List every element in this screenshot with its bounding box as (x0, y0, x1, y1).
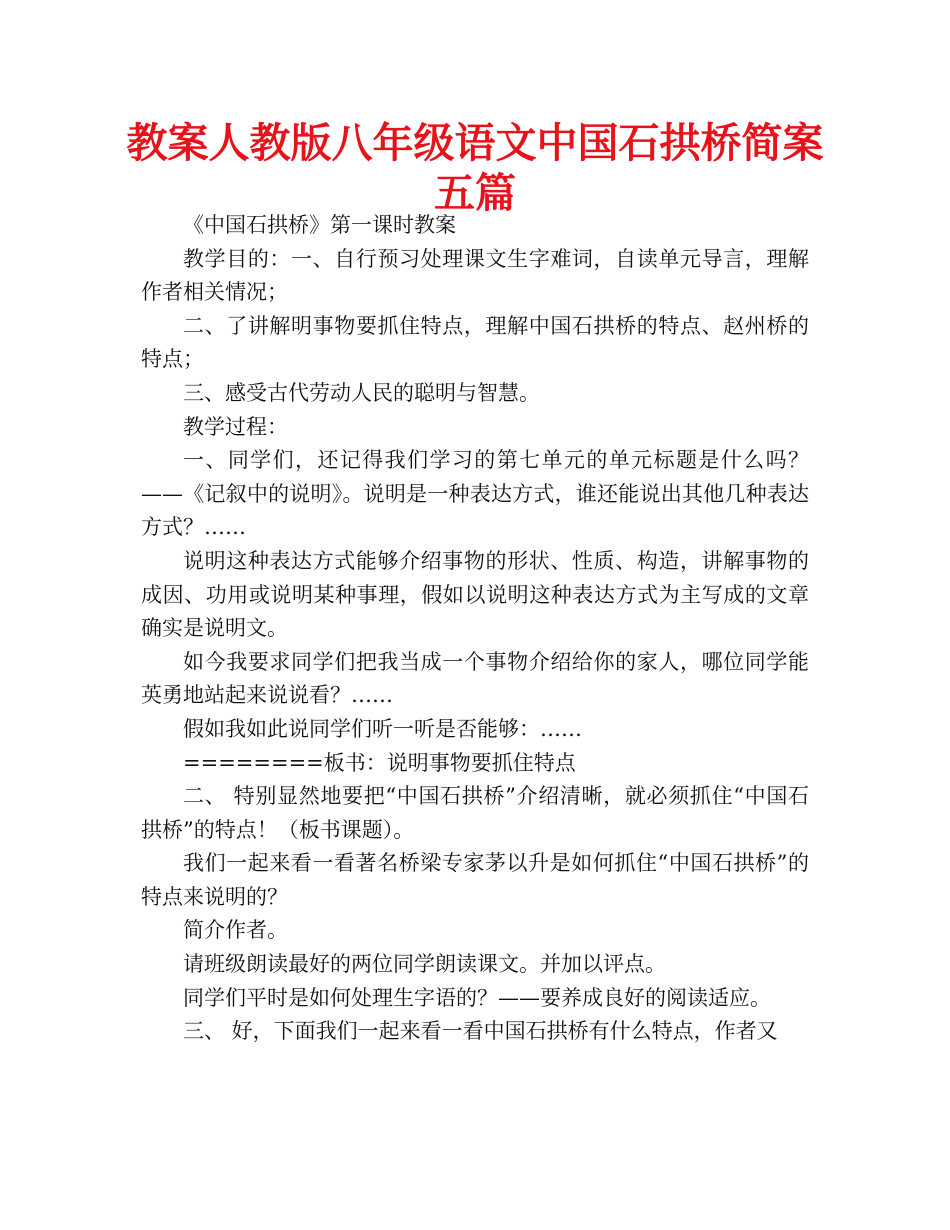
paragraph: 如今我要求同学们把我当成一个事物介绍给你的家人，哪位同学能英勇地站起来说说看？…… (141, 649, 809, 708)
paragraph: 教学目的：一、自行预习处理课文生字难词，自读单元导言，理解作者相关情况； (141, 246, 809, 305)
paragraph: 二、了讲解明事物要抓住特点，理解中国石拱桥的特点、赵州桥的特点； (141, 313, 809, 372)
paragraph: ========板书：说明事物要抓住特点 (183, 750, 576, 775)
paragraph: 教学过程： (183, 414, 288, 439)
paragraph: 简介作者。 (183, 918, 288, 943)
paragraph: 请班级朗读最好的两位同学朗读课文。并加以评点。 (183, 952, 666, 977)
paragraph: 二、 特别显然地要把“中国石拱桥”介绍清晰，就必须抓住“中国石拱桥”的特点！（板书课题）。 (141, 784, 809, 842)
paragraph: 同学们平时是如何处理生字语的？——要养成良好的阅读适应。 (183, 985, 771, 1010)
paragraph: 我们一起来看一看著名桥梁专家茅以升是如何抓住“中国石拱桥”的特点来说明的？ (141, 851, 809, 909)
paragraph: 一、同学们，还记得我们学习的第七单元的单元标题是什么吗？——《记叙中的说明》。说明是一种表达方式，谁还能说出其他几种表达方式？…… (141, 448, 809, 540)
paragraph: 三、 好，下面我们一起来看一看中国石拱桥有什么特点，作者又 (183, 1019, 778, 1044)
document-title: 教案人教版八年级语文中国石拱桥简案五篇 (126, 119, 824, 217)
paragraph: 假如我如此说同学们听一听是否能够：…… (183, 716, 582, 741)
paragraph: 三、感受古代劳动人民的聪明与智慧。 (183, 380, 540, 405)
paragraph: 说明这种表达方式能够介绍事物的形状、性质、构造，讲解事物的成因、功用或说明某种事理，假如以说明这种表达方式为主写成的文章确实是说明文。 (141, 548, 809, 641)
paragraph: 《中国石拱桥》第一课时教案 (183, 213, 456, 237)
document-body (141, 209, 809, 1049)
